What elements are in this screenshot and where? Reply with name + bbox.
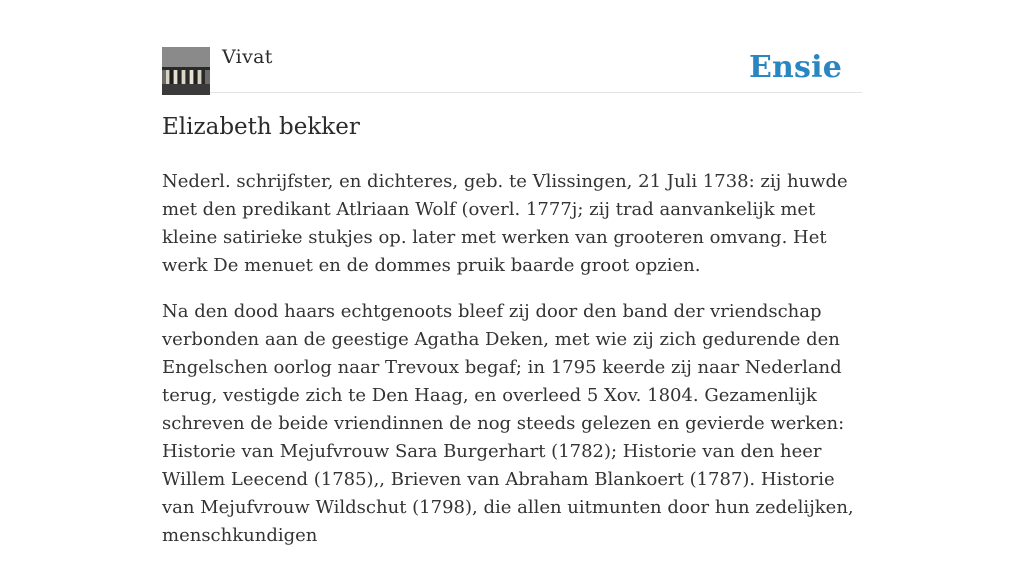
books-avatar-icon[interactable]: [162, 47, 210, 95]
page-title: Elizabeth bekker: [162, 114, 360, 140]
paragraph: Nederl. schrijfster, en dichteres, geb. te Vlissingen, 21 Juli 1738: zij huwde met den predikant Atlriaan Wolf (overl. 1777j; zij trad aanvankelijk met kleine satirieke stukjes op. later met werken van grooteren omvang. Het werk De menuet en de dommes pruik baarde groot opzien.: [162, 171, 848, 276]
paragraph: Na den dood haars echtgenoots bleef zij door den band der vriendschap verbonden aan de geestige Agatha Deken, met wie zij zich gedurende den Engelschen oorlog naar Trevoux begaf; in 1795 keerde zij naar Nederland terug, vestigde zich te Den Haag, en overleed 5 Xov. 1804. Gezamenlijk schreven de beide vriendinnen de nog steeds gelezen en gevierde werken: Historie van Mejufvrouw Sara Burgerhart (1782); Historie van den heer Willem Leecend (1785),, Brieven van Abraham Blankoert (1787). Historie van Mejufvrouw Wildschut (1798), die allen uitmunten door hun zedelijken, menschkundigen: [162, 301, 854, 546]
header: [162, 46, 862, 93]
brand-logo[interactable]: Ensie: [748, 50, 842, 85]
author-name[interactable]: Vivat: [222, 46, 273, 68]
article-body: [162, 168, 862, 568]
